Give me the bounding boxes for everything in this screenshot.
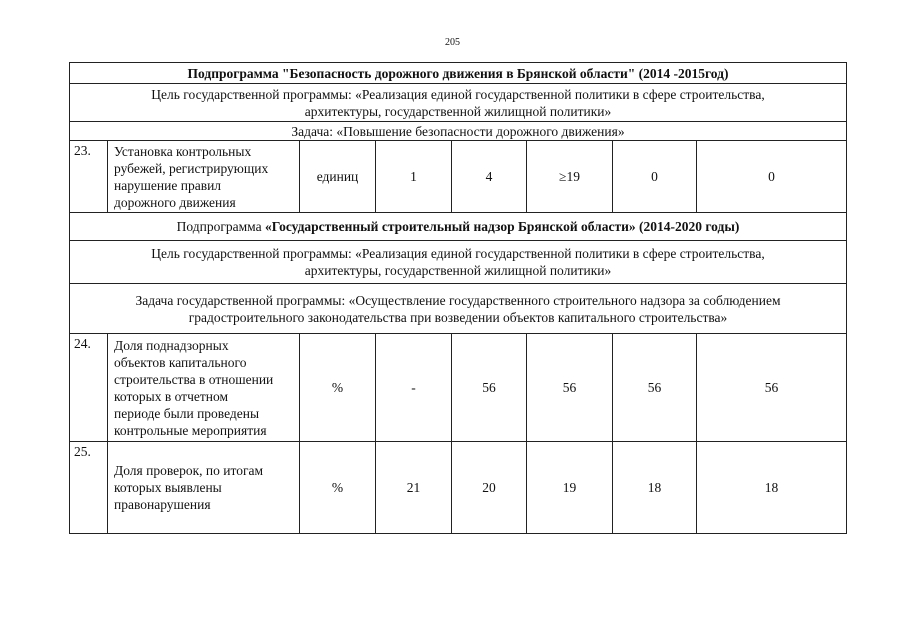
subprogram-header <box>70 213 847 241</box>
subprogram-header-plain: Подпрограмма <box>176 219 265 234</box>
row-number: 25. <box>70 442 108 534</box>
value-cell: - <box>376 334 452 442</box>
value-cell: ≥19 <box>527 141 613 213</box>
value-cell: 4 <box>452 141 527 213</box>
indicator-name-line: которых в отчетном <box>114 388 229 404</box>
indicator-name <box>108 334 300 442</box>
program-goal <box>70 84 847 122</box>
subprogram-header-bold: Подпрограмма "Безопасность дорожного движения в Брянской области" (2014 -2015год) <box>187 65 729 81</box>
row-number: 23. <box>70 141 108 213</box>
page-number: 205 <box>445 37 460 48</box>
indicator-name-line: Установка контрольных <box>114 143 252 159</box>
value-cell: 56 <box>452 334 527 442</box>
program-goal-line: архитектуры, государственной жилищной политики» <box>304 103 612 119</box>
indicator-name-line: объектов капитального <box>114 354 247 370</box>
indicator-name-line: рубежей, регистрирующих <box>114 160 269 176</box>
value-cell: 19 <box>527 442 613 534</box>
program-task-line: градостроительного законодательства при возведении объектов капитального строительства» <box>188 309 728 325</box>
indicator-name-line: Доля поднадзорных <box>114 337 229 353</box>
row-number: 24. <box>70 334 108 442</box>
program-goal-line: архитектуры, государственной жилищной политики» <box>304 263 612 278</box>
indicator-name-line: Доля проверок, по итогам <box>114 463 264 478</box>
indicator-name-line: которых выявлены <box>114 480 222 495</box>
table-row <box>70 334 847 442</box>
indicator-name-line: строительства в отношении <box>114 371 274 387</box>
value-cell: 18 <box>613 442 697 534</box>
value-cell: 56 <box>527 334 613 442</box>
program-task-line: Задача: «Повышение безопасности дорожного движения» <box>291 123 625 139</box>
indicator-name-line: нарушение правил <box>114 177 222 193</box>
table-row <box>70 442 847 534</box>
indicator-name <box>108 442 300 534</box>
value-cell: 20 <box>452 442 527 534</box>
program-goal <box>70 241 847 284</box>
value-cell: 0 <box>697 141 847 213</box>
indicator-name-line: контрольные мероприятия <box>114 422 267 438</box>
value-cell: 18 <box>697 442 847 534</box>
program-task <box>70 122 847 141</box>
value-cell: 56 <box>613 334 697 442</box>
indicator-name-line: правонарушения <box>114 497 211 512</box>
unit-cell: % <box>300 442 376 534</box>
unit-cell: единиц <box>300 141 376 213</box>
subprogram-header-bold: «Государственный строительный надзор Брянской области» (2014-2020 годы) <box>264 219 740 234</box>
value-cell: 0 <box>613 141 697 213</box>
program-goal-line: Цель государственной программы: «Реализация единой государственной политики в сфере строительства, <box>151 86 765 102</box>
program-goal-line: Цель государственной программы: «Реализация единой государственной политики в сфере строительства, <box>151 246 765 261</box>
value-cell: 21 <box>376 442 452 534</box>
indicator-name <box>108 141 300 213</box>
table-row <box>70 141 847 213</box>
indicator-name-line: дорожного движения <box>114 194 236 210</box>
value-cell: 1 <box>376 141 452 213</box>
program-task-line: Задача государственной программы: «Осуществление государственного строительного надзора за соблюдением <box>135 292 781 308</box>
indicator-name-line: периоде были проведены <box>114 405 260 421</box>
value-cell: 56 <box>697 334 847 442</box>
subprogram-header <box>70 63 847 84</box>
indicators-table <box>69 62 847 534</box>
unit-cell: % <box>300 334 376 442</box>
program-task <box>70 284 847 334</box>
